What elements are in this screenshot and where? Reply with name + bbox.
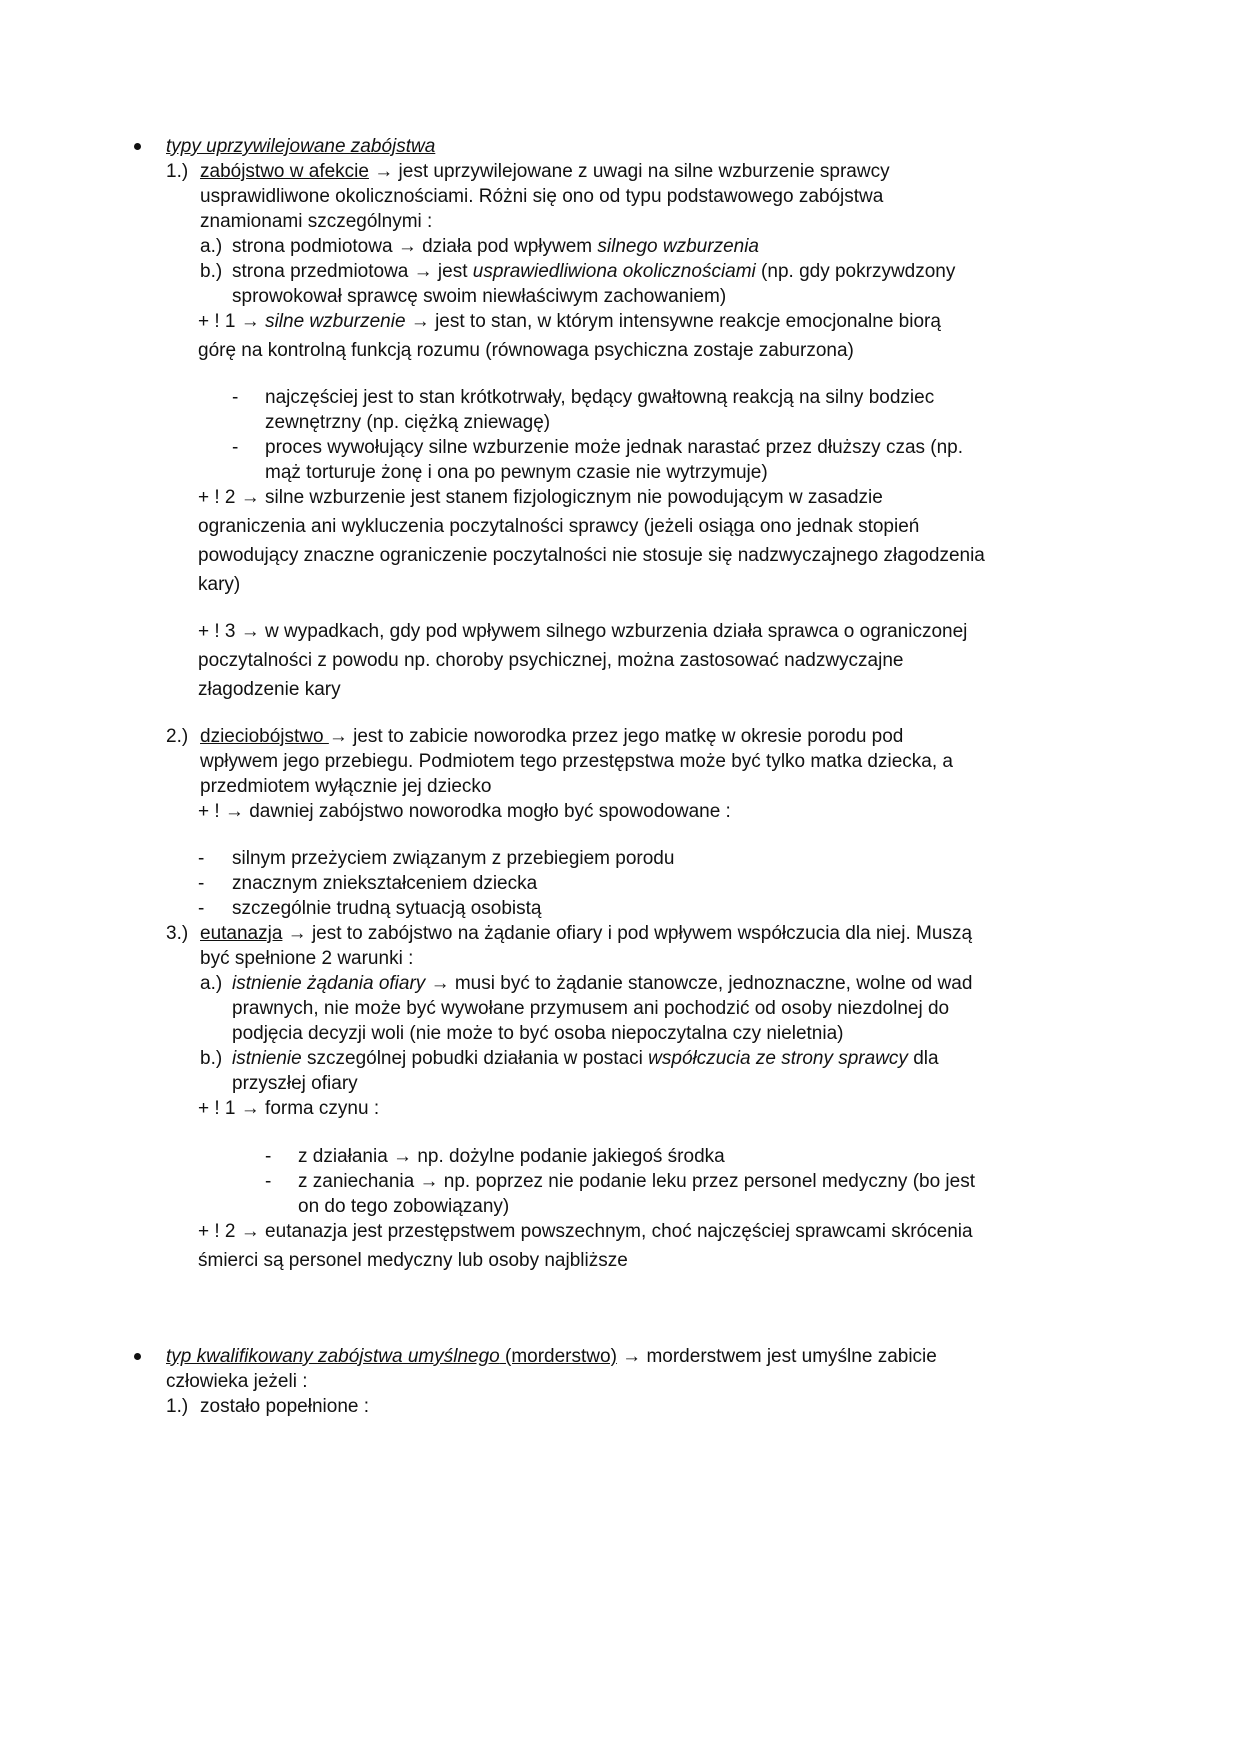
section-heading [166, 1344, 937, 1370]
dash-line: proces wywołujący silne wzburzenie może jednak narastać przez dłuższy czas (np. [265, 437, 964, 458]
item-line: wpływem jego przebiegu. Podmiotem tego przestępstwa może być tylko matka dziecka, a [200, 751, 953, 772]
dash-icon: - [265, 1146, 272, 1167]
sub-label: a.) [200, 236, 223, 257]
sub-label: a.) [200, 973, 223, 994]
item-line: znamionami szczególnymi : [200, 211, 433, 232]
dash-line: zewnętrzny (np. ciężką zniewagę) [265, 412, 551, 433]
sub-item [232, 234, 759, 260]
item-line: być spełnione 2 warunki : [200, 948, 414, 969]
item-line: przedmiotem wyłącznie jej dziecko [200, 776, 492, 797]
dash-line: silnym przeżyciem związanym z przebiegiem porodu [232, 848, 675, 869]
heading-italic: typ kwalifikowany zabójstwa umyślnego [166, 1346, 500, 1367]
item-number: 1.) [166, 161, 189, 182]
sub-italic: usprawiedliwiona okolicznościami [472, 261, 756, 282]
dash-line: mąż torturuje żonę i ona po pewnym czasie nie wytrzymuje) [265, 462, 768, 483]
sub-label: b.) [200, 1048, 223, 1069]
sub-text: szczególnej pobudki działania w postaci [301, 1048, 649, 1069]
sub-text: strona przedmiotowa → jest [232, 261, 473, 282]
dash-line: najczęściej jest to stan krótkotrwały, będący gwałtowną reakcją na silny bodziec [265, 387, 935, 408]
item-text: → jest to zabicie noworodka przez jego matkę w okresie porodu pod [328, 726, 904, 747]
dash-line: z zaniechania → np. poprzez nie podanie leku przez personel medyczny (bo jest [298, 1171, 975, 1192]
dash-icon: - [198, 848, 205, 869]
note-line: górę na kontrolną funkcją rozumu (równowaga psychiczna zostaje zaburzona) [198, 340, 854, 361]
dash-line: z działania → np. dożylne podanie jakiegoś środka [298, 1146, 725, 1167]
note-line: śmierci są personel medyczny lub osoby najbliższe [198, 1250, 628, 1271]
note-italic: silne wzburzenie [265, 311, 406, 332]
dash-icon: - [265, 1171, 272, 1192]
dash-line: znacznym zniekształceniem dziecka [232, 873, 538, 894]
sub-text: (np. gdy pokrzywdzony [755, 261, 956, 282]
note-line: + ! 3 → w wypadkach, gdy pod wpływem silnego wzburzenia działa sprawca o ograniczonej [198, 621, 968, 642]
sub-text: → musi być to żądanie stanowcze, jednoznaczne, wolne od wad [425, 973, 973, 994]
sub-line: podjęcia decyzji woli (nie może to być osoba niepoczytalna czy nieletnia) [232, 1023, 844, 1044]
sub-italic: silnego wzburzenia [597, 236, 759, 257]
bullet-icon [134, 143, 141, 150]
sub-item [232, 259, 955, 285]
dash-icon: - [198, 873, 205, 894]
item-title: zabójstwo w afekcie [200, 161, 369, 182]
dash-icon: - [232, 387, 239, 408]
note-text: → jest to stan, w którym intensywne reakcje emocjonalne biorą [405, 311, 941, 332]
note-line: powodujący znaczne ograniczenie poczytalności nie stosuje się nadzwyczajnego złagodzenia [198, 545, 985, 566]
item-line [200, 921, 972, 947]
item-number: 3.) [166, 923, 189, 944]
note-line: kary) [198, 574, 241, 595]
dash-icon: - [232, 437, 239, 458]
sub-italic: istnienie [232, 1048, 302, 1069]
note-line: + ! 2 → eutanazja jest przestępstwem powszechnym, choć najczęściej sprawcami skrócenia [198, 1221, 973, 1242]
sub-label: b.) [200, 261, 223, 282]
sub-item [232, 971, 972, 997]
note-prefix: + ! 1 → [198, 311, 266, 332]
section-heading: typy uprzywilejowane zabójstwa [166, 136, 436, 157]
sub-item [232, 1046, 939, 1072]
sub-line: prawnych, nie może być wywołane przymusem ani pochodzić od osoby niezdolnej do [232, 998, 950, 1019]
item-title: eutanazja [200, 923, 283, 944]
sub-italic: współczucia ze strony sprawcy [648, 1048, 908, 1069]
note-line: poczytalności z powodu np. choroby psychicznej, można zastosować nadzwyczajne [198, 650, 904, 671]
sub-text: dla [907, 1048, 939, 1069]
item-number: 2.) [166, 726, 189, 747]
item-line: zostało popełnione : [200, 1396, 370, 1417]
bullet-icon [134, 1353, 141, 1360]
dash-icon: - [198, 898, 205, 919]
dash-line: on do tego zobowiązany) [298, 1196, 510, 1217]
item-title: dzieciobójstwo [200, 726, 329, 747]
note-line: + ! 2 → silne wzburzenie jest stanem fizjologicznym nie powodującym w zasadzie [198, 487, 883, 508]
item-line [200, 724, 903, 750]
item-text: → jest uprzywilejowane z uwagi na silne wzburzenie sprawcy [368, 161, 890, 182]
item-line: usprawidliwone okolicznościami. Różni się ono od typu podstawowego zabójstwa [200, 186, 884, 207]
heading-text: → morderstwem jest umyślne zabicie [616, 1346, 937, 1367]
note-line: ograniczenia ani wykluczenia poczytalności sprawcy (jeżeli osiąga ono jednak stopień [198, 516, 920, 537]
sub-line: sprowokował sprawcę swoim niewłaściwym zachowaniem) [232, 286, 727, 307]
note-line [198, 309, 941, 335]
note-line: + ! 1 → forma czynu : [198, 1098, 380, 1119]
note-line: złagodzenie kary [198, 679, 341, 700]
section-line: człowieka jeżeli : [166, 1371, 308, 1392]
sub-italic: istnienie żądania ofiary [232, 973, 426, 994]
heading-paren: (morderstwo) [499, 1346, 617, 1367]
dash-line: szczególnie trudną sytuacją osobistą [232, 898, 542, 919]
note-line: + ! → dawniej zabójstwo noworodka mogło być spowodowane : [198, 801, 731, 822]
item-text: → jest to zabójstwo na żądanie ofiary i pod wpływem współczucia dla niej. Muszą [282, 923, 973, 944]
item-number: 1.) [166, 1396, 189, 1417]
item-line [200, 159, 890, 185]
sub-text: strona podmiotowa → działa pod wpływem [232, 236, 598, 257]
sub-line: przyszłej ofiary [232, 1073, 358, 1094]
